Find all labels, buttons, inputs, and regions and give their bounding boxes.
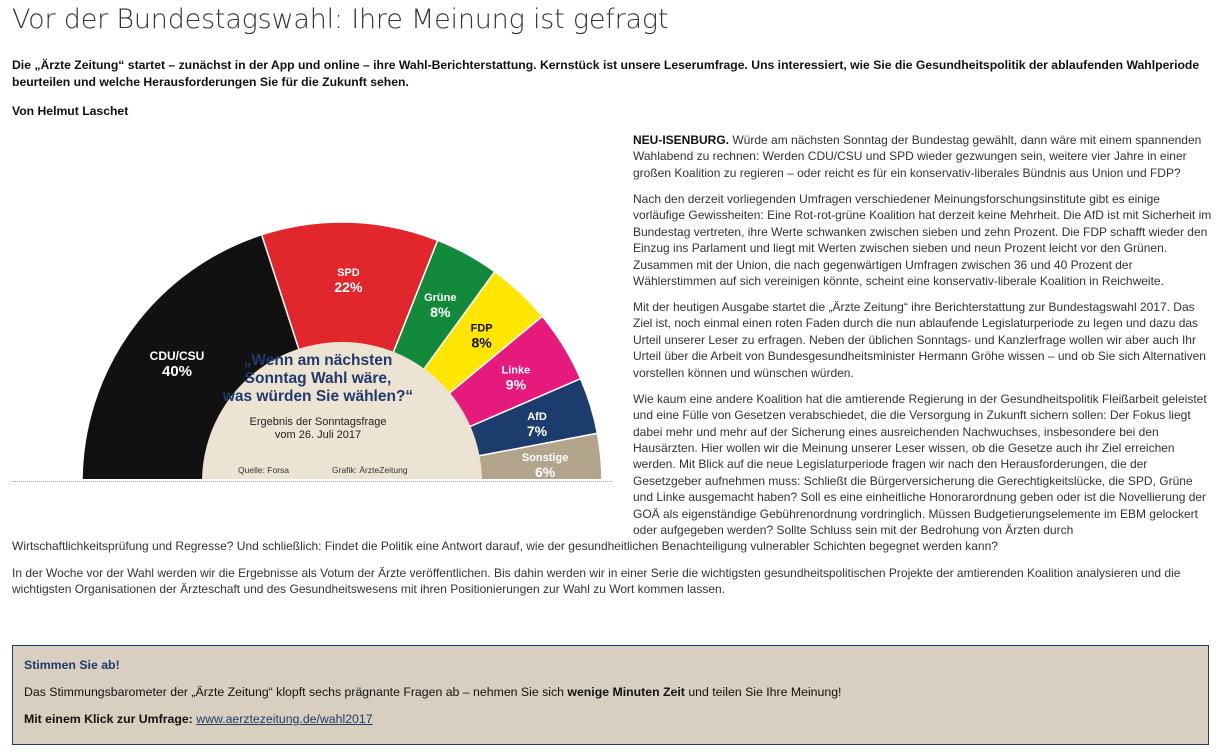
slice-label: SPD <box>337 267 360 280</box>
slice-label: FDP <box>470 322 493 335</box>
article-lead: Die „Ärzte Zeitung“ startet – zunächst in der App und online – ihre Wahl-Berichterstattung. Kernstück ist unsere Leserumfrage. Uns interessiert, wie Sie die Gesundheitspolitik der ablaufenden Wahlperiode beurteilen und welche Herausforderungen Sie für die Zukunft sehen. <box>12 58 1200 89</box>
slice-value-label: 40% <box>161 363 193 381</box>
article-paragraph-2: Nach den derzeit vorliegenden Umfragen verschiedener Meinungsforschungsinstitute gibt es einige vorläufige Gewissheiten: Eine Rot-rot-grüne Koalition hat derzeit keine Mehrheit. Die AfD ist mit Sicherheit im Bundestag vertreten, ihre Werte schwanken zwischen sieben und zehn Prozent. Die FDP schafft wieder den Einzug ins Parlament und liegt mit Werten zwischen sieben und neun Prozent leicht vor den Grünen. Zusammen mit der Union, die nach gegenwärtigen Umfragen zwischen 36 und 40 Prozent der Wählerstimmen auf sich vereinigen könnte, scheint eine konservativ-liberale Koalition in Reichweite. <box>633 191 1212 288</box>
slice-label: Sonstige <box>521 451 569 464</box>
slice-value-label: 9% <box>505 376 527 393</box>
page-title: Vor der Bundestagswahl: Ihre Meinung ist gefragt <box>12 4 669 35</box>
slice-label: AfD <box>527 411 547 423</box>
chart-source: Quelle: Forsa <box>238 465 290 475</box>
slice-value-label: 8% <box>430 304 451 321</box>
slice-value-label: 6% <box>534 463 556 479</box>
election-chart <box>12 132 612 479</box>
slice-label: CDU/CSU <box>149 349 205 364</box>
article-paragraph-3: Mit der heutigen Ausgabe startet die „Ärzte Zeitung“ ihre Berichterstattung zur Bundestagswahl 2017. Das Ziel ist, noch einmal einen roten Faden durch die nun ablaufende Legislaturperiode zu legen und dazu das Urteil unserer Leser zu erfragen. Neben der üblichen Sonntags- und Kanzlerfrage wollen wir aber auch Ihr Urteil über die Arbeit von Bundesgesundheitsminister Hermann Gröhe wissen – und ob Sie sich Alternativen vorstellen können und wünschen würden. <box>633 300 1206 380</box>
chart-title-line: Sonntag Wahl wäre, <box>244 370 392 387</box>
chart-title-line: „Wenn am nächsten <box>243 352 393 369</box>
chart-subtitle-line: vom 26. Juli 2017 <box>274 429 362 441</box>
article-paragraph-5: In der Woche vor der Wahl werden wir die Ergebnisse als Votum der Ärzte veröffentlichen. Bis dahin werden wir in einer Serie die wichtigsten gesundheitspolitischen Projekte der amtierenden Koalition analysieren und die wichtigsten Organisationen der Ärzteschaft und des Gesundheitswesens mit ihren Positionierungen zur Wahl zu Wort kommen lassen. <box>12 565 1181 596</box>
article-paragraph-4: Wie kaum eine andere Koalition hat die amtierende Regierung in der Gesundheitspolitik Fleißarbeit geleistet und eine Fülle von Gesetzen verabschiedet, die die Versorgung in Zukunft sichern sollen: Der Fokus liegt dabei mehr und mehr auf der Sicherung eines ausreichenden Nachwuchses, insbesondere bei den Hausärzten. Hier wollen wir die Meinung unserer Leser wissen, ob die Gesetze auch ihr Ziel erreichen werden. Mit Blick auf die neue Legislaturperiode fragen wir nach den Herausforderungen, die der Gesetzgeber aufnehmen muss: Schließt die Bürgerversicherung die Gerechtigkeitslücke, die SPD, Grüne und Linke ausgemacht haben? Soll es eine einheitliche Honorarordnung geben oder ist die Novellierung der GOÄ als eigenständige Gebührenordnung vordringlich. Müssen Budgetierungselemente im EBM gelockert oder aufgegeben werden? Sollte Schluss sein mit der Bedrohung von Ärzten durch Wirtschaftlichkeitsprüfung und Regresse? Und schließlich: Findet die Politik eine Antwort darauf, wie der gesundheitlichen Benachteiligung vulnerabler Schichten begegnet werden kann? <box>12 391 1207 554</box>
slice-value-label: 8% <box>471 334 492 351</box>
slice-label: Linke <box>501 364 531 377</box>
chart-credit: Grafik: ÄrzteZeitung <box>332 465 408 475</box>
slice-label: Grüne <box>424 292 457 305</box>
article-paragraph-1: NEU-ISENBURG. Würde am nächsten Sonntag der Bundestag gewählt, dann wäre mit einem spannenden Wahlabend zu rechnen: Werden CDU/CSU und SPD wieder gezwungen sein, weitere vier Jahre in einer großen Koalition zu regieren – oder reicht es für ein konservativ-liberales Bündnis aus Union und FDP? <box>633 133 1202 180</box>
semicircle-chart <box>12 132 612 479</box>
poll-callout-box <box>12 645 1209 745</box>
poll-link[interactable]: www.aerztezeitung.de/wahl2017 <box>196 712 373 726</box>
slice-value-label: 22% <box>334 279 363 296</box>
chart-title-line: was würden Sie wählen?“ <box>222 388 414 405</box>
chart-subtitle-line: Ergebnis der Sonntagsfrage <box>249 416 387 428</box>
poll-link-label: Mit einem Klick zur Umfrage: <box>24 712 193 726</box>
poll-title: Stimmen Sie ab! <box>24 658 120 672</box>
slice-value-label: 7% <box>526 423 548 439</box>
poll-link-line <box>24 712 1197 726</box>
author-byline: Von Helmut Laschet <box>12 104 129 118</box>
poll-description: Das Stimmungsbarometer der „Ärzte Zeitung“ klopft sechs prägnante Fragen ab – nehmen Sie sich wenige Minuten Zeit und teilen Sie Ihre Meinung! <box>24 685 842 699</box>
chart-divider <box>12 481 612 482</box>
dateline: NEU-ISENBURG. <box>633 133 730 147</box>
